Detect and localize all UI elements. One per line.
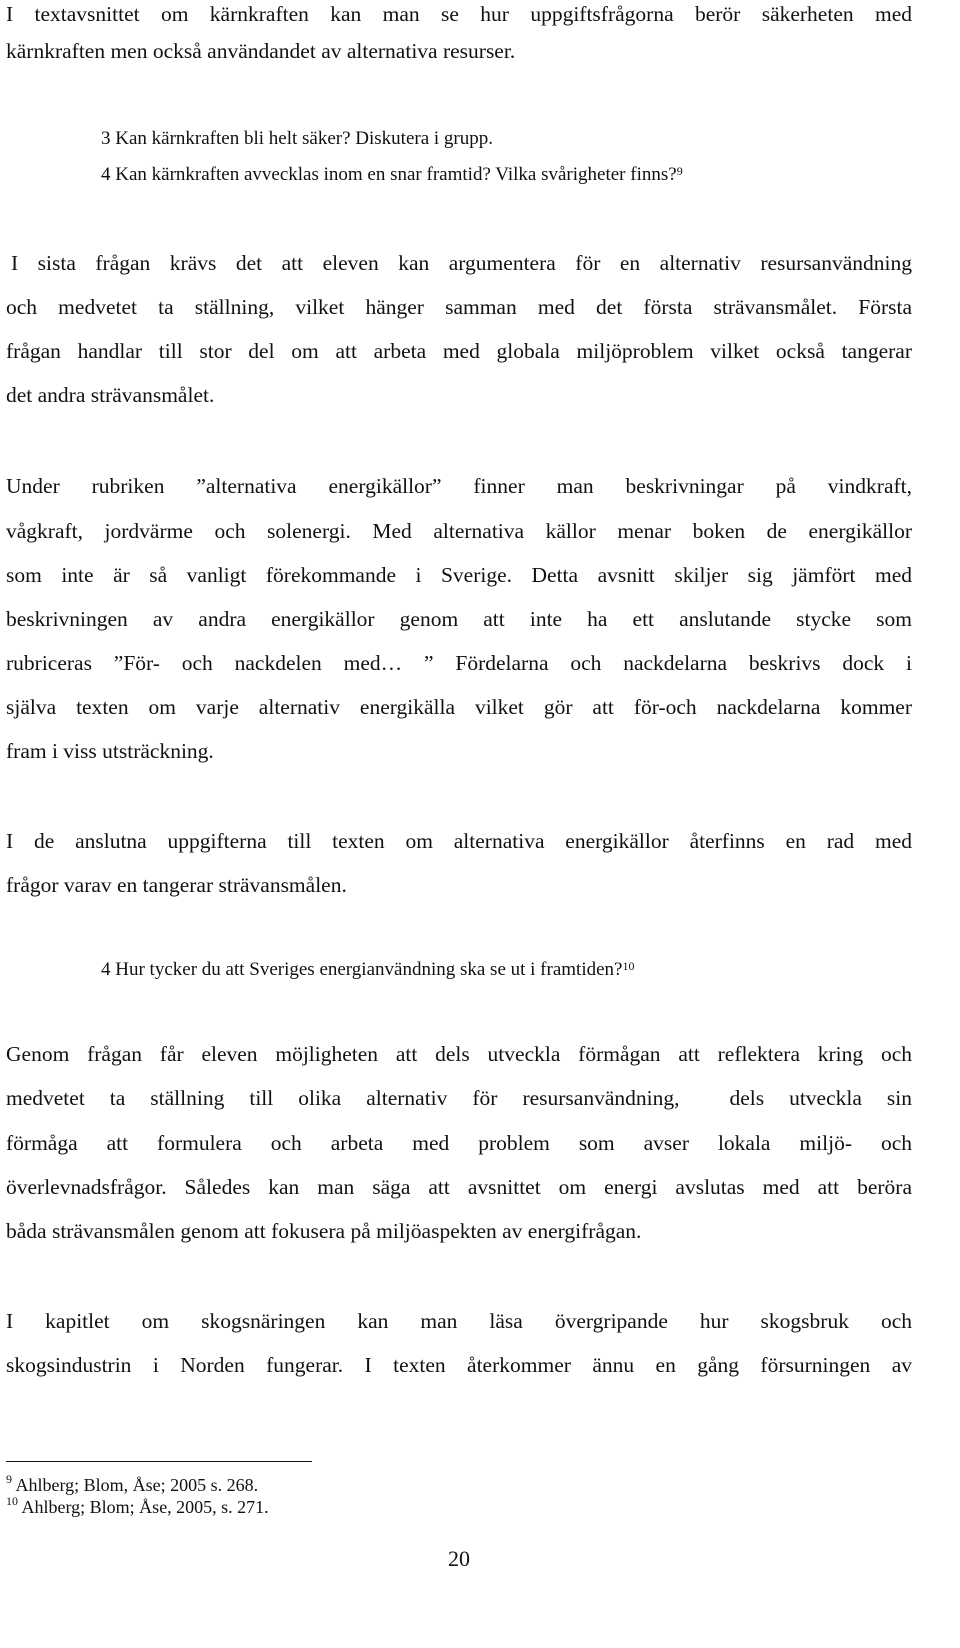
footnote-ref-9: 9 (676, 164, 683, 178)
footnote-10 (6, 1496, 269, 1518)
footnote-10-text: Ahlberg; Blom; Åse, 2005, s. 271. (21, 1497, 269, 1517)
page-number: 20 (448, 1546, 470, 1571)
paragraph-2-line-4: det andra strävansmålet. (6, 383, 215, 407)
paragraph-5-line-1: Genom frågan får eleven möjligheten att dels utveckla förmågan att reflektera kring och (6, 1042, 912, 1066)
paragraph-3-line-1: Under rubriken ”alternativa energikällor” finner man beskrivningar på vindkraft, (6, 474, 912, 498)
footnote-9-text: Ahlberg; Blom, Åse; 2005 s. 268. (15, 1475, 259, 1495)
paragraph-3-line-5: rubriceras ”För- och nackdelen med… ” Fördelarna och nackdelarna beskrivs dock i (6, 651, 912, 675)
footnote-separator (6, 1461, 312, 1462)
paragraph-6-line-1: I kapitlet om skogsnäringen kan man läsa övergripande hur skogsbruk och (6, 1309, 912, 1333)
paragraph-3-line-2: vågkraft, jordvärme och solenergi. Med alternativa källor menar boken de energikällor (6, 519, 912, 543)
question-4-text: 4 Kan kärnkraften avvecklas inom en snar framtid? Vilka svårigheter finns? (101, 164, 677, 185)
paragraph-2-line-1: I sista frågan krävs det att eleven kan argumentera för en alternativ resursanvändning (11, 251, 912, 275)
footnote-ref-10: 10 (622, 959, 635, 973)
paragraph-3-line-7: fram i viss utsträckning. (6, 739, 214, 763)
paragraph-2-line-2: och medvetet ta ställning, vilket hänger samman med det första strävansmålet. Första (6, 295, 912, 319)
question-3: 3 Kan kärnkraften bli helt säker? Diskutera i grupp. (101, 128, 494, 149)
paragraph-6-line-2: skogsindustrin i Norden fungerar. I texten återkommer ännu en gång försurningen av (6, 1353, 912, 1377)
paragraph-2-line-3: frågan handlar till stor del om att arbeta med globala miljöproblem vilket också tangerar (6, 339, 912, 363)
footnote-9 (6, 1474, 258, 1496)
paragraph-3-line-6: själva texten om varje alternativ energikälla vilket gör att för-och nackdelarna kommer (6, 695, 912, 719)
question-energy-text: 4 Hur tycker du att Sveriges energianvändning ska se ut i framtiden? (101, 959, 623, 980)
paragraph-5-line-3: förmåga att formulera och arbeta med problem som avser lokala miljö- och (6, 1131, 912, 1155)
question-energy (101, 958, 634, 982)
paragraph-3-line-3: som inte är så vanligt förekommande i Sverige. Detta avsnitt skiljer sig jämfört med (6, 563, 912, 587)
paragraph-1-line-2: kärnkraften men också användandet av alternativa resurser. (6, 39, 516, 63)
paragraph-5-line-4: överlevnadsfrågor. Således kan man säga att avsnittet om energi avslutas med att beröra (6, 1175, 912, 1199)
paragraph-3-line-4: beskrivningen av andra energikällor genom att inte ha ett anslutande stycke som (6, 607, 912, 631)
paragraph-4-line-1: I de anslutna uppgifterna till texten om alternativa energikällor återfinns en rad med (6, 829, 912, 853)
paragraph-4-line-2: frågor varav en tangerar strävansmålen. (6, 873, 347, 897)
paragraph-5-line-2: medvetet ta ställning till olika alternativ för resursanvändning, dels utveckla sin (6, 1086, 912, 1110)
paragraph-5-line-5: båda strävansmålen genom att fokusera på miljöaspekten av energifrågan. (6, 1219, 642, 1243)
footnote-10-number: 10 (6, 1494, 18, 1508)
footnote-9-number: 9 (6, 1472, 12, 1486)
question-4 (101, 163, 683, 187)
paragraph-1-line-1: I textavsnittet om kärnkraften kan man se hur uppgiftsfrågorna berör säkerheten med (6, 2, 912, 26)
